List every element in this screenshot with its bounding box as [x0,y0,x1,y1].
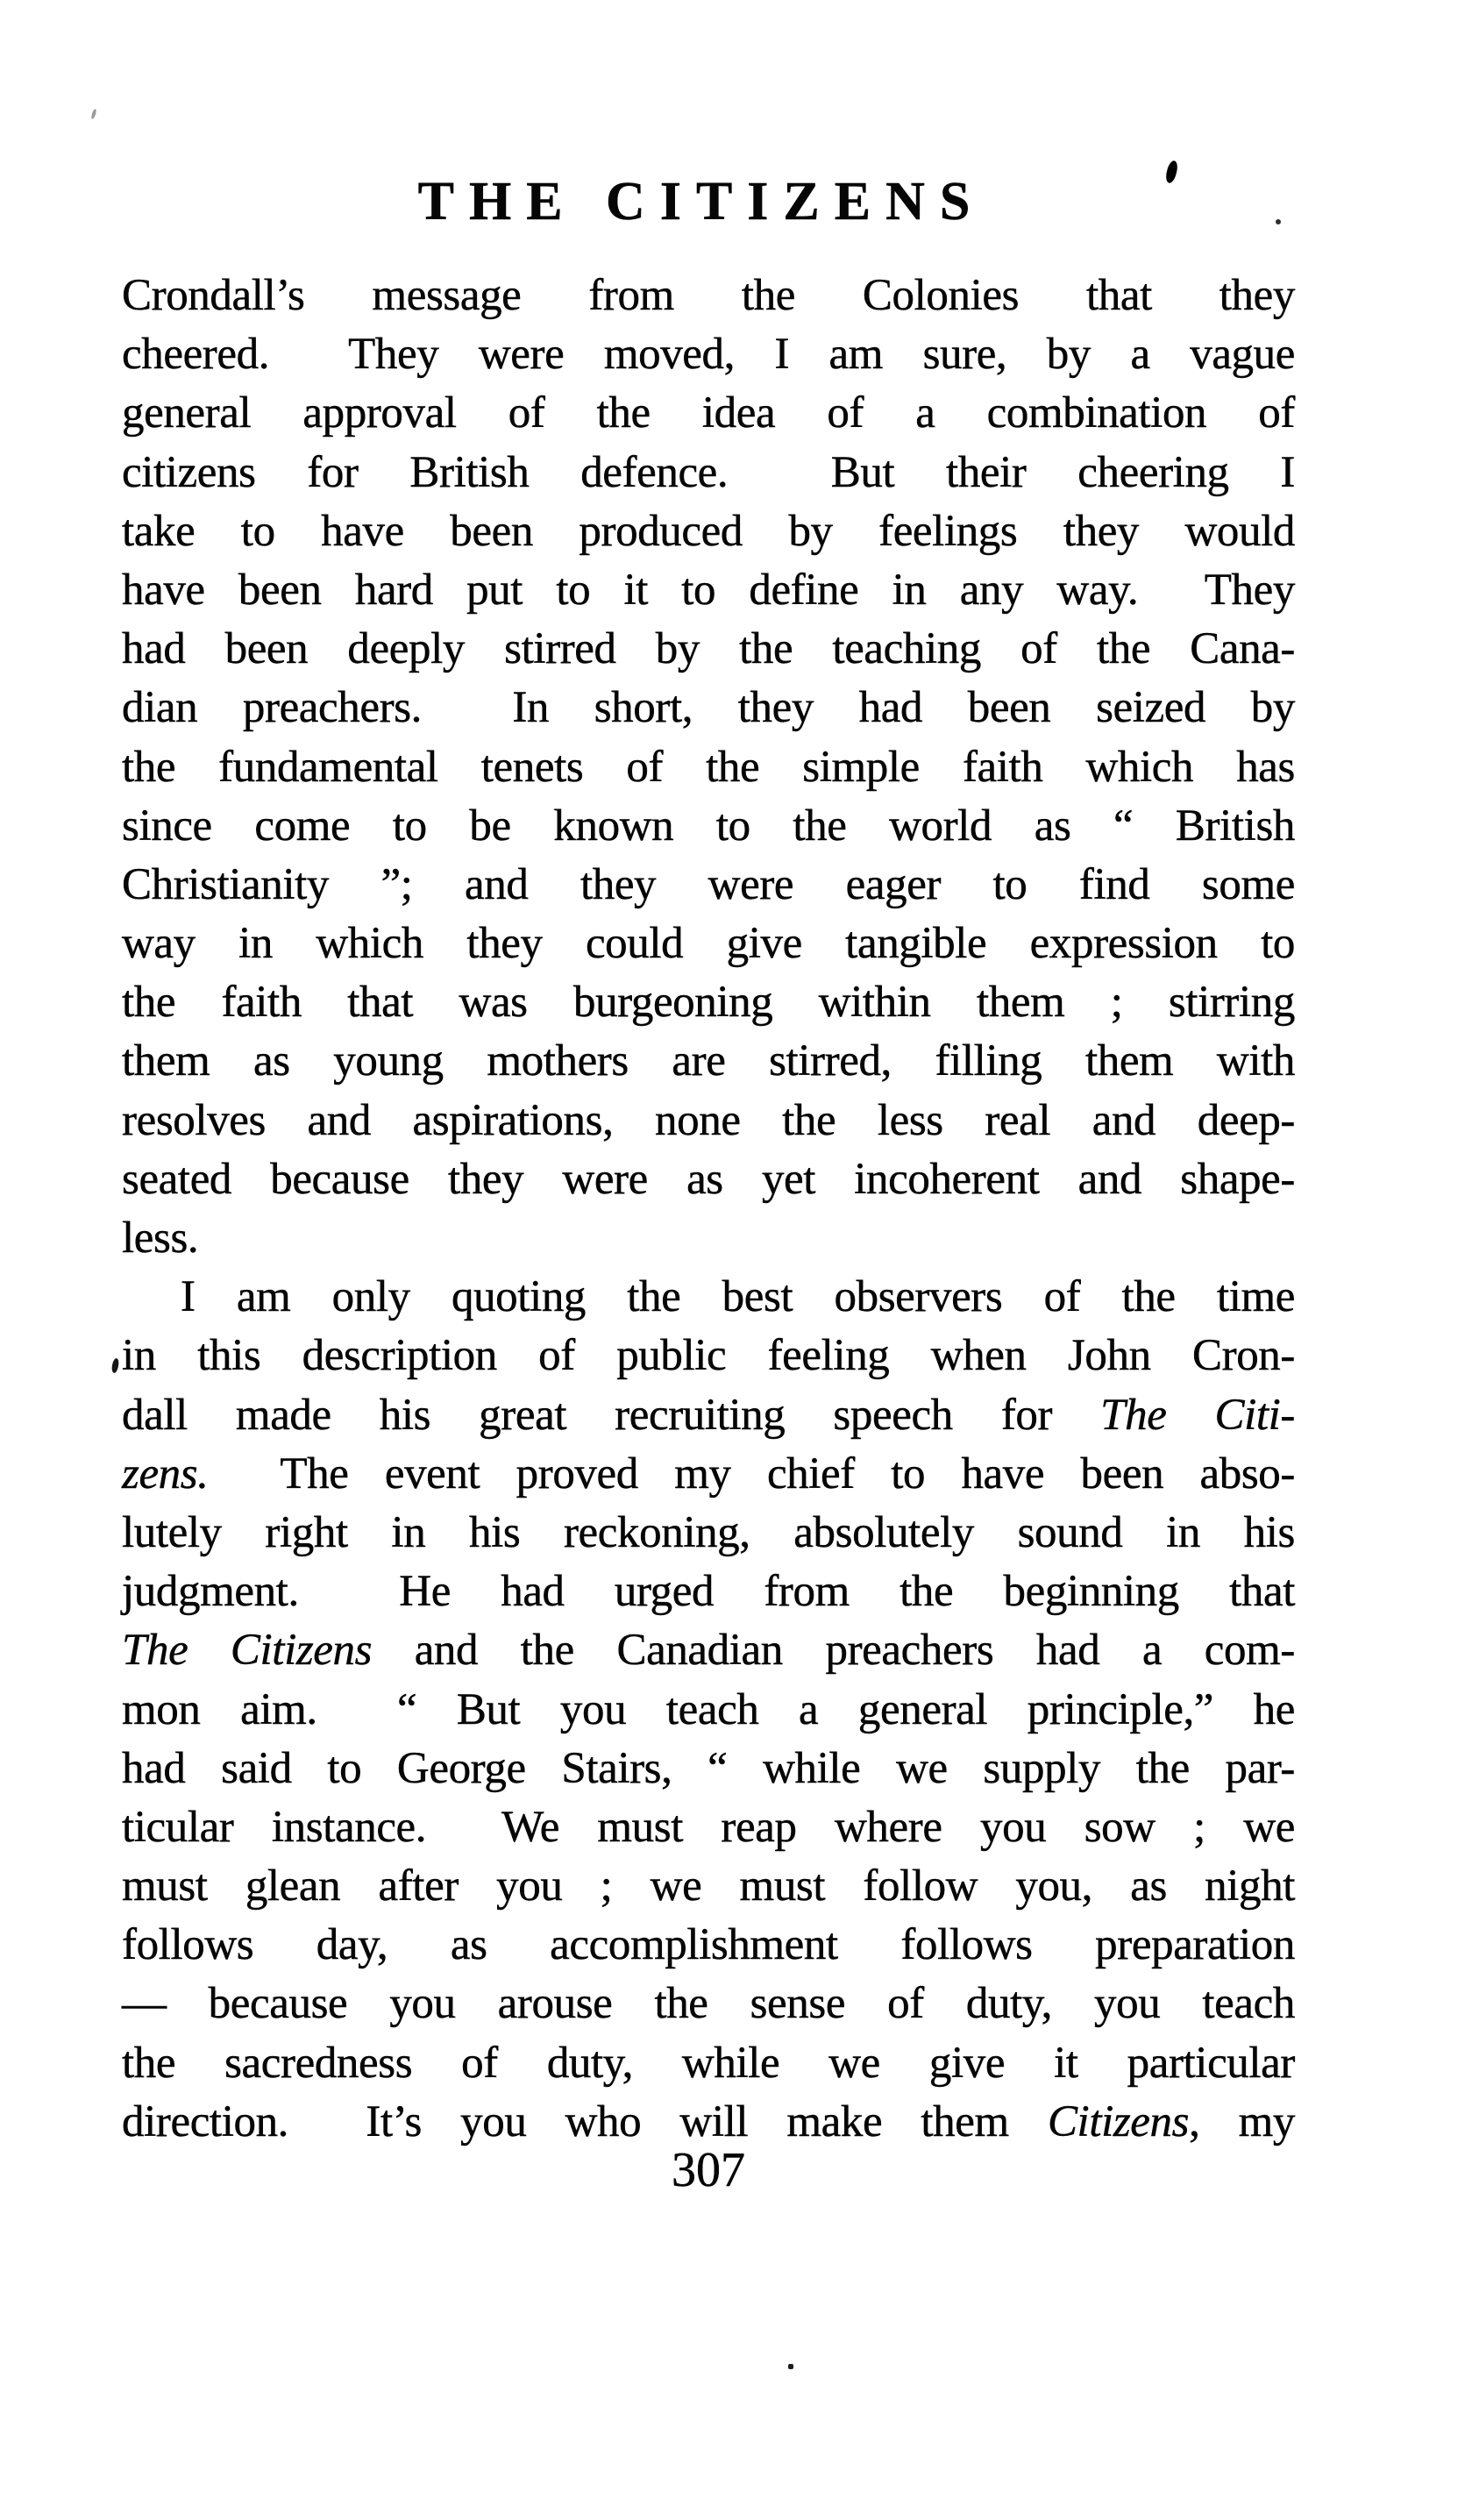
text-line [122,1740,1295,1798]
text-line [122,1681,1295,1740]
plain-text: dian preachers. In short, they had been seized by [122,683,1295,733]
text-line [122,1268,1295,1327]
plain-text: follows day, as accomplishment follows preparation [122,1920,1295,1970]
ink-mark-tick [90,109,97,120]
plain-text: and the Canadian preachers had a com- [372,1626,1295,1676]
plain-text: I am only quoting the best observers of the time [181,1272,1295,1322]
text-line [122,1150,1295,1209]
text-line [122,1092,1295,1150]
text-line [122,1916,1295,1975]
text-line [122,973,1295,1032]
text-line [122,1857,1295,1916]
text-line [122,2034,1295,2093]
plain-text: the faith that was burgeoning within them ; stirring [122,978,1295,1028]
italic-text: zens. [122,1449,209,1498]
plain-text: lutely right in his reckoning, absolutely sound in his [122,1507,1295,1557]
text-line [122,1445,1295,1504]
italic-text: The Citizens [122,1626,373,1676]
text-line [122,915,1295,973]
plain-text: The event proved my chief to have been abso- [208,1449,1295,1498]
text-block [122,267,1295,2152]
text-line [122,1975,1295,2033]
text-line [122,325,1295,384]
page-number: 307 [672,2143,745,2197]
italic-text: The Citi- [1100,1390,1295,1440]
ink-mark-comma-speck [111,1358,120,1374]
text-line [122,561,1295,620]
plain-text: direction. It’s you who will make them [122,2096,1048,2146]
plain-text: seated because they were as yet incoherent and shape- [122,1154,1295,1204]
paragraph [122,1268,1295,2152]
page-title: THE CITIZENS [417,172,985,231]
plain-text: general approval of the idea of a combination of [122,388,1295,438]
ink-mark-dot [1276,219,1281,224]
plain-text: the fundamental tenets of the simple faith which has [122,742,1295,792]
plain-text: Crondall’s message from the Colonies that they [122,271,1295,320]
plain-text: dall made his great recruiting speech for [122,1390,1101,1440]
plain-text: less. [122,1214,199,1263]
text-line [122,1386,1295,1445]
plain-text: ticular instance. We must reap where you sow ; we [122,1802,1295,1852]
text-line [122,502,1295,561]
text-line [122,1621,1295,1680]
text-line [122,1032,1295,1091]
italic-text: Citizens [1047,2096,1190,2146]
plain-text: Christianity ”; and they were eager to find some [122,859,1295,909]
plain-text: mon aim. “ But you teach a general principle,” he [122,1684,1295,1734]
plain-text: citizens for British defence. But their cheering I [122,447,1295,497]
ink-mark-dot [788,2364,793,2369]
text-line [122,1798,1295,1857]
text-line [122,797,1295,856]
plain-text: cheered. They were moved, I am sure, by a vague [122,330,1295,380]
text-line [122,1209,1295,1268]
plain-text: way in which they could give tangible expression to [122,919,1295,969]
plain-text: since come to be known to the world as “ British [122,801,1295,851]
text-line [122,1504,1295,1563]
plain-text: resolves and aspirations, none the less real and deep- [122,1095,1295,1145]
plain-text: had been deeply stirred by the teaching of the Cana- [122,624,1295,674]
plain-text: had said to George Stairs, “ while we supply the par- [122,1743,1295,1793]
plain-text: — because you arouse the sense of duty, you teach [122,1979,1295,2029]
text-line [122,384,1295,443]
plain-text: in this description of public feeling when John Cron- [122,1331,1295,1381]
plain-text: them as young mothers are stirred, filling them with [122,1036,1295,1086]
paragraph [122,267,1295,1268]
plain-text: must glean after you ; we must follow you, as night [122,1862,1295,1911]
text-line [122,738,1295,797]
text-line [122,267,1295,325]
plain-text: the sacredness of duty, while we give it particular [122,2038,1295,2088]
plain-text: judgment. He had urged from the beginning that [122,1567,1295,1617]
text-line [122,1327,1295,1385]
text-line [122,444,1295,502]
plain-text: have been hard put to it to define in any way. They [122,565,1295,615]
text-line [122,620,1295,679]
text-line [122,679,1295,737]
text-line [122,1563,1295,1621]
plain-text: , my [1189,2096,1295,2146]
plain-text: take to have been produced by feelings they would [122,506,1295,556]
text-line [122,856,1295,915]
